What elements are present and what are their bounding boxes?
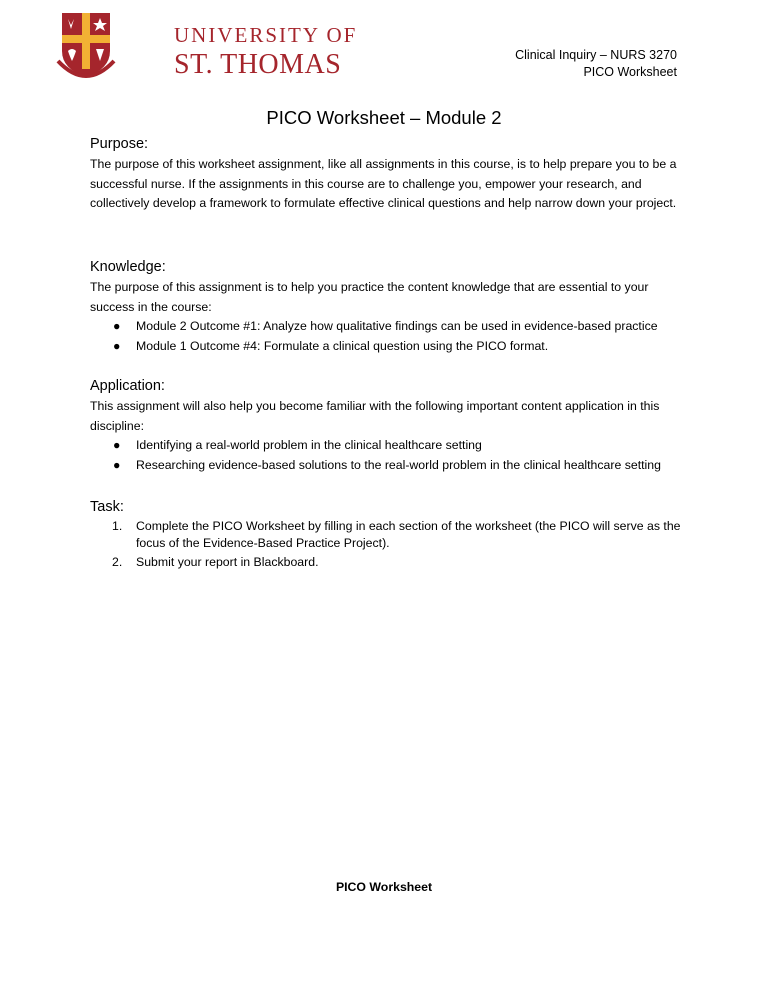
knowledge-section xyxy=(90,259,690,356)
document-name: PICO Worksheet xyxy=(583,65,677,79)
page-title: PICO Worksheet – Module 2 xyxy=(266,107,502,128)
application-text: This assignment will also help you become familiar with the following important content application in this discipline: xyxy=(90,399,660,433)
task-section xyxy=(90,499,690,573)
list-item: ● Module 2 Outcome #1: Analyze how qualitative findings can be used in evidence-based practice xyxy=(90,317,690,337)
task-heading: Task: xyxy=(90,499,124,515)
list-item: ● Identifying a real-world problem in the clinical healthcare setting xyxy=(90,436,690,456)
task-list xyxy=(90,518,690,571)
university-logo xyxy=(54,11,358,83)
shield-seal-icon xyxy=(54,11,118,83)
application-section xyxy=(90,378,690,475)
list-item: ● Researching evidence-based solutions to the real-world problem in the clinical healthcare setting xyxy=(90,456,690,476)
list-item: 2. Submit your report in Blackboard. xyxy=(112,555,319,569)
list-item: ● Module 1 Outcome #4: Formulate a clinical question using the PICO format. xyxy=(90,337,690,357)
logo-line-2: ST. THOMAS xyxy=(174,49,342,80)
knowledge-bullets xyxy=(90,317,690,356)
list-item: 1. Complete the PICO Worksheet by filling in each section of the worksheet (the PICO will serve as the focus of the Evidence-Based Practice Project). xyxy=(112,519,681,550)
course-name: Clinical Inquiry – NURS 3270 xyxy=(515,48,677,62)
logo-line-1: UNIVERSITY OF xyxy=(174,23,358,47)
application-heading: Application: xyxy=(90,378,165,394)
bullet-icon: ● xyxy=(113,319,121,333)
bullet-icon: ● xyxy=(113,457,121,472)
bullet-icon: ● xyxy=(113,338,121,353)
header-info xyxy=(515,47,677,81)
knowledge-text: The purpose of this assignment is to help you practice the content knowledge that are essential to your success in the course: xyxy=(90,280,649,314)
purpose-text: The purpose of this worksheet assignment, like all assignments in this course, is to help prepare you to be a successful nurse. If the assignments in this course are to challenge you, empower your research, and collectively develop a framework to formulate effective clinical questions and help narrow down your project. xyxy=(90,157,677,210)
footer-title: PICO Worksheet xyxy=(335,880,433,894)
knowledge-heading: Knowledge: xyxy=(90,259,166,275)
purpose-heading: Purpose: xyxy=(90,136,149,152)
bullet-icon: ● xyxy=(113,438,121,452)
purpose-section xyxy=(90,136,690,214)
application-bullets xyxy=(90,436,690,475)
